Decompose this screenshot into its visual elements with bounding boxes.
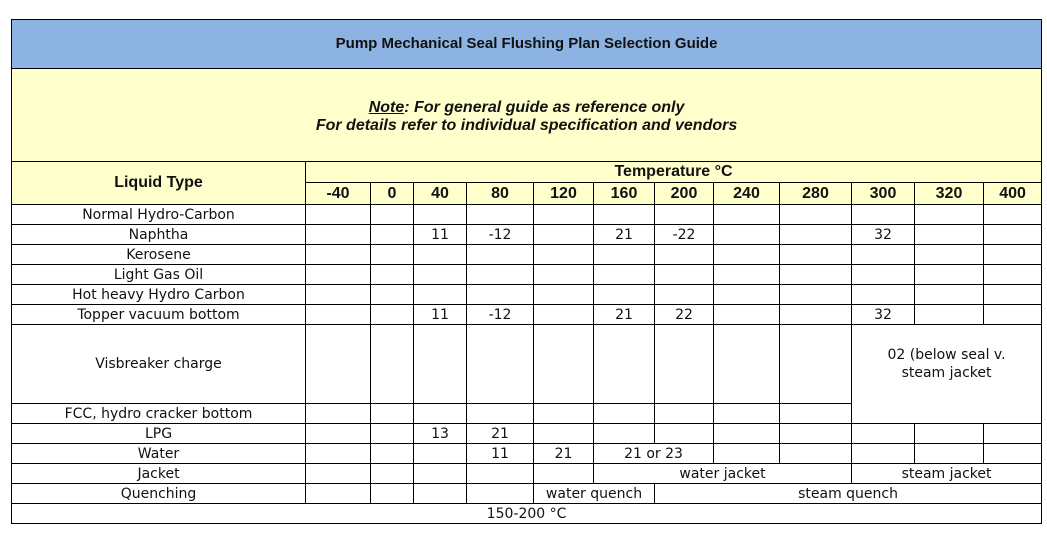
- empty-cell: [534, 265, 594, 285]
- empty-cell: [984, 205, 1042, 225]
- empty-cell: [414, 265, 467, 285]
- empty-cell: [714, 444, 780, 464]
- temp-col-header: -40: [306, 183, 371, 205]
- empty-cell: [467, 285, 534, 305]
- note-line1: : For general guide as reference only: [404, 99, 685, 116]
- empty-cell: [594, 424, 655, 444]
- plan-cell: -12: [467, 225, 534, 245]
- empty-cell: [780, 325, 852, 404]
- empty-cell: [780, 424, 852, 444]
- temp-col-header: 300: [852, 183, 915, 205]
- empty-cell: [984, 225, 1042, 245]
- empty-cell: [306, 464, 371, 484]
- empty-cell: [306, 225, 371, 245]
- empty-cell: [534, 305, 594, 325]
- footer-cell: 150-200 °C: [12, 504, 1042, 524]
- empty-cell: [306, 325, 371, 404]
- empty-cell: [780, 404, 852, 424]
- empty-cell: [467, 404, 534, 424]
- empty-cell: [655, 245, 714, 265]
- plan-cell: -22: [655, 225, 714, 245]
- empty-cell: [655, 325, 714, 404]
- flushing-plan-table: [11, 19, 1042, 524]
- empty-cell: [714, 424, 780, 444]
- empty-cell: [467, 464, 534, 484]
- empty-cell: [915, 245, 984, 265]
- plan-cell-merged: steam quench: [655, 484, 1042, 504]
- empty-cell: [714, 325, 780, 404]
- empty-cell: [984, 424, 1042, 444]
- empty-cell: [371, 464, 414, 484]
- empty-cell: [467, 245, 534, 265]
- liquid-cell: Water: [12, 444, 306, 464]
- plan-cell-merged: 02 (below seal v. steam jacket: [852, 325, 1042, 424]
- empty-cell: [655, 265, 714, 285]
- empty-cell: [915, 305, 984, 325]
- empty-cell: [306, 265, 371, 285]
- empty-cell: [371, 205, 414, 225]
- empty-cell: [534, 464, 594, 484]
- empty-cell: [371, 404, 414, 424]
- empty-cell: [915, 265, 984, 285]
- plan-cell: 21: [534, 444, 594, 464]
- table-row: [12, 305, 1042, 325]
- table-row: [12, 265, 1042, 285]
- empty-cell: [655, 205, 714, 225]
- empty-cell: [594, 265, 655, 285]
- empty-cell: [306, 404, 371, 424]
- empty-cell: [714, 404, 780, 424]
- empty-cell: [371, 424, 414, 444]
- empty-cell: [655, 404, 714, 424]
- empty-cell: [306, 205, 371, 225]
- note-box: [12, 69, 1042, 162]
- empty-cell: [467, 484, 534, 504]
- plan-cell-merged: steam jacket: [852, 464, 1042, 484]
- temp-col-header: 160: [594, 183, 655, 205]
- empty-cell: [534, 404, 594, 424]
- plan-cell: -12: [467, 305, 534, 325]
- liquid-cell: LPG: [12, 424, 306, 444]
- empty-cell: [306, 305, 371, 325]
- empty-cell: [852, 444, 915, 464]
- empty-cell: [915, 424, 984, 444]
- empty-cell: [594, 404, 655, 424]
- liquid-cell: Visbreaker charge: [12, 325, 306, 404]
- table-row: [12, 225, 1042, 245]
- empty-cell: [414, 404, 467, 424]
- empty-cell: [655, 424, 714, 444]
- empty-cell: [371, 484, 414, 504]
- empty-cell: [534, 325, 594, 404]
- empty-cell: [984, 245, 1042, 265]
- plan-cell-merged: water quench: [534, 484, 655, 504]
- plan-cell: 21: [467, 424, 534, 444]
- empty-cell: [371, 245, 414, 265]
- plan-cell: 32: [852, 225, 915, 245]
- liquid-cell: Kerosene: [12, 245, 306, 265]
- empty-cell: [852, 265, 915, 285]
- temp-col-header: 80: [467, 183, 534, 205]
- empty-cell: [984, 444, 1042, 464]
- plan-cell-merged: 21 or 23: [594, 444, 714, 464]
- liquid-type-header: Liquid Type: [12, 162, 306, 205]
- empty-cell: [984, 305, 1042, 325]
- empty-cell: [594, 325, 655, 404]
- plan-cell: 21: [594, 225, 655, 245]
- empty-cell: [780, 265, 852, 285]
- plan-cell: 11: [467, 444, 534, 464]
- liquid-cell: Quenching: [12, 484, 306, 504]
- empty-cell: [594, 245, 655, 265]
- temp-col-header: 40: [414, 183, 467, 205]
- empty-cell: [534, 205, 594, 225]
- empty-cell: [306, 424, 371, 444]
- empty-cell: [467, 325, 534, 404]
- empty-cell: [371, 305, 414, 325]
- plan-cell: 11: [414, 225, 467, 245]
- liquid-cell: Naphtha: [12, 225, 306, 245]
- empty-cell: [780, 305, 852, 325]
- table-row: [12, 424, 1042, 444]
- empty-cell: [594, 285, 655, 305]
- plan-cell: 11: [414, 305, 467, 325]
- empty-cell: [371, 325, 414, 404]
- empty-cell: [306, 484, 371, 504]
- empty-cell: [371, 265, 414, 285]
- plan-cell: 22: [655, 305, 714, 325]
- liquid-cell: Hot heavy Hydro Carbon: [12, 285, 306, 305]
- empty-cell: [852, 424, 915, 444]
- empty-cell: [306, 245, 371, 265]
- table-row: [12, 325, 1042, 404]
- liquid-cell: Jacket: [12, 464, 306, 484]
- empty-cell: [414, 245, 467, 265]
- empty-cell: [780, 205, 852, 225]
- liquid-cell: Topper vacuum bottom: [12, 305, 306, 325]
- empty-cell: [534, 285, 594, 305]
- table-title: Pump Mechanical Seal Flushing Plan Selection Guide: [12, 20, 1042, 69]
- empty-cell: [915, 205, 984, 225]
- empty-cell: [594, 205, 655, 225]
- empty-cell: [852, 245, 915, 265]
- temp-col-header: 320: [915, 183, 984, 205]
- empty-cell: [714, 305, 780, 325]
- note-label: Note: [368, 99, 405, 116]
- empty-cell: [915, 444, 984, 464]
- temp-col-header: 0: [371, 183, 414, 205]
- temp-col-header: 400: [984, 183, 1042, 205]
- empty-cell: [984, 265, 1042, 285]
- table-row: [12, 285, 1042, 305]
- liquid-cell: FCC, hydro cracker bottom: [12, 404, 306, 424]
- temp-col-header: 280: [780, 183, 852, 205]
- empty-cell: [714, 265, 780, 285]
- empty-cell: [414, 484, 467, 504]
- empty-cell: [780, 225, 852, 245]
- empty-cell: [371, 444, 414, 464]
- plan-cell-merged: water jacket: [594, 464, 852, 484]
- temp-col-header: 200: [655, 183, 714, 205]
- empty-cell: [414, 464, 467, 484]
- empty-cell: [467, 205, 534, 225]
- table-row: [12, 444, 1042, 464]
- temp-col-header: 120: [534, 183, 594, 205]
- liquid-cell: Normal Hydro-Carbon: [12, 205, 306, 225]
- empty-cell: [306, 285, 371, 305]
- empty-cell: [714, 205, 780, 225]
- empty-cell: [414, 205, 467, 225]
- note-line2: For details refer to individual specification and vendors: [315, 117, 738, 134]
- table-row: [12, 484, 1042, 504]
- empty-cell: [655, 285, 714, 305]
- empty-cell: [371, 285, 414, 305]
- empty-cell: [714, 245, 780, 265]
- empty-cell: [467, 265, 534, 285]
- table-row: [12, 504, 1042, 524]
- plan-cell: 32: [852, 305, 915, 325]
- empty-cell: [714, 225, 780, 245]
- empty-cell: [714, 285, 780, 305]
- empty-cell: [780, 285, 852, 305]
- empty-cell: [414, 325, 467, 404]
- empty-cell: [852, 285, 915, 305]
- plan-cell: 21: [594, 305, 655, 325]
- table-row: [12, 464, 1042, 484]
- table-row: [12, 205, 1042, 225]
- temp-col-header: 240: [714, 183, 780, 205]
- empty-cell: [534, 245, 594, 265]
- empty-cell: [780, 444, 852, 464]
- empty-cell: [915, 285, 984, 305]
- empty-cell: [915, 225, 984, 245]
- temperature-header: Temperature °C: [306, 162, 1042, 183]
- empty-cell: [534, 424, 594, 444]
- empty-cell: [780, 245, 852, 265]
- empty-cell: [306, 444, 371, 464]
- empty-cell: [852, 205, 915, 225]
- liquid-cell: Light Gas Oil: [12, 265, 306, 285]
- empty-cell: [414, 444, 467, 464]
- empty-cell: [984, 285, 1042, 305]
- empty-cell: [534, 225, 594, 245]
- plan-cell: 13: [414, 424, 467, 444]
- empty-cell: [414, 285, 467, 305]
- empty-cell: [371, 225, 414, 245]
- table-row: [12, 245, 1042, 265]
